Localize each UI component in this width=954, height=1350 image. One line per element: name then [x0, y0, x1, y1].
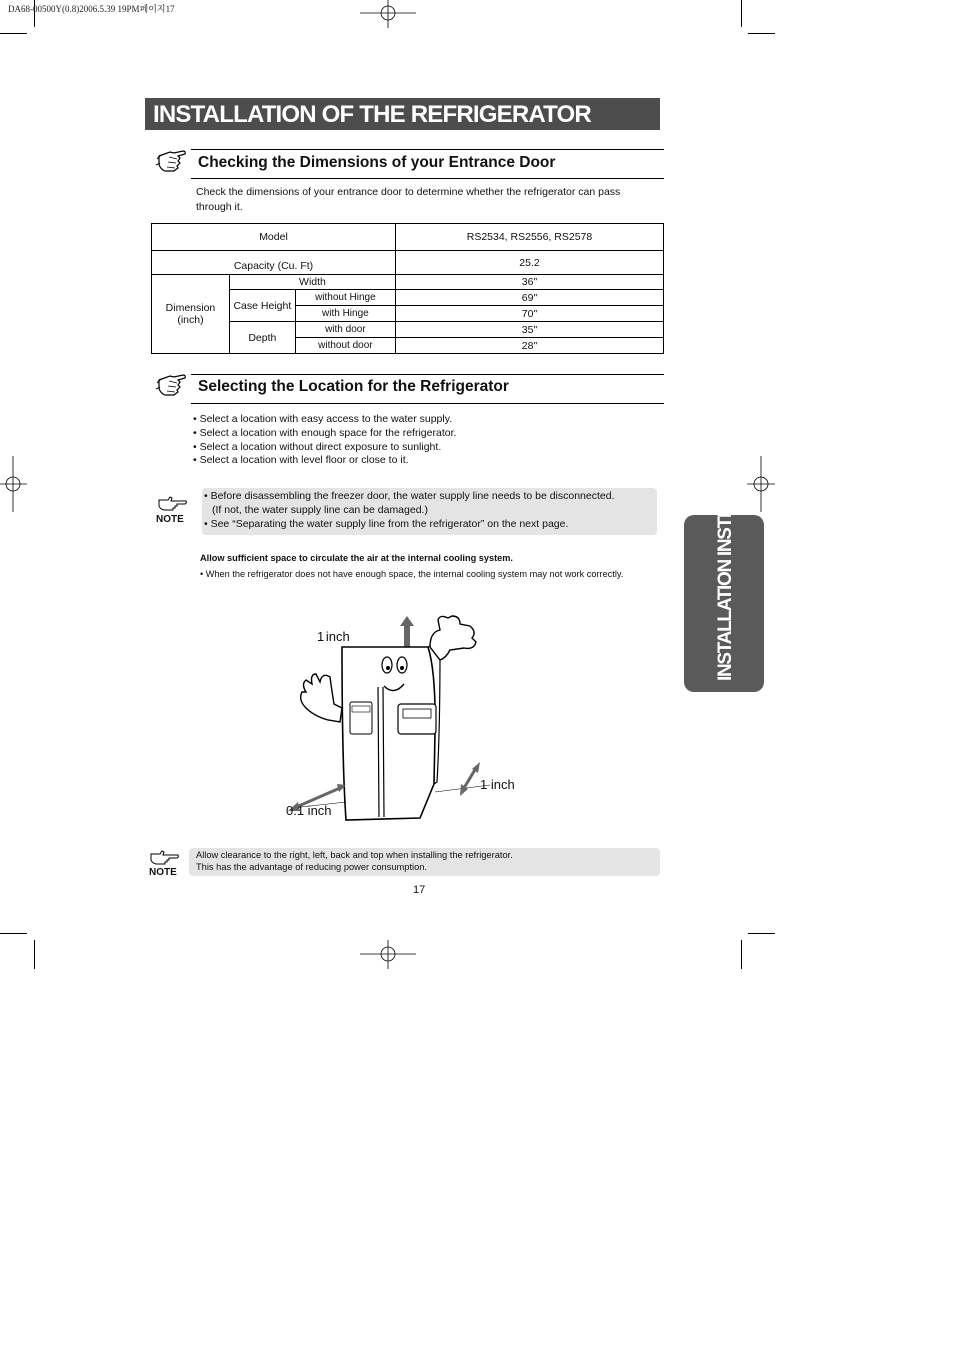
note-text [196, 850, 513, 873]
capacity-label: Capacity (Cu. Ft) [152, 251, 396, 275]
table-row [152, 275, 664, 290]
note-label: NOTE [156, 514, 184, 525]
table-row [152, 224, 664, 251]
crop-mark [741, 940, 742, 969]
section-title-location: Selecting the Location for the Refrigerator [198, 378, 509, 395]
print-header-code: DA68-00500Y(0.8)2006.5.39 19PM페이지17 [8, 4, 175, 14]
pointing-hand-icon [156, 147, 188, 177]
width-label: Width [229, 275, 395, 290]
model-value: RS2534, RS2556, RS2578 [396, 224, 664, 251]
with-door-label: with door [295, 322, 395, 338]
with-hinge-value: 70" [396, 306, 664, 322]
left-clearance-label: 0.1 inch [286, 803, 332, 818]
refrigerator-clearance-illustration [280, 612, 520, 827]
crop-mark [34, 940, 35, 969]
intro-paragraph [196, 185, 656, 215]
registration-mark-top [360, 0, 416, 30]
top-clearance-number: 1 [317, 629, 325, 644]
list-item: • Select a location with easy access to the water supply. [193, 413, 453, 425]
crop-mark [0, 33, 27, 34]
without-hinge-value: 69" [396, 290, 664, 306]
dimension-label-text: Dimension [165, 302, 216, 314]
case-height-label: Case Height [229, 290, 295, 322]
right-clearance-label: 1 inch [480, 777, 515, 792]
note-line: This has the advantage of reducing power consumption. [196, 861, 428, 872]
depth-label: Depth [229, 322, 295, 354]
list-item: • Select a location with level floor or close to it. [193, 454, 409, 467]
top-clearance-unit: inch [325, 629, 350, 644]
airflow-text: • When the refrigerator does not have enough space, the internal cooling system may not work correctly. [200, 569, 624, 579]
dimension-unit-text: (inch) [177, 314, 204, 326]
capacity-value: 25.2 [396, 251, 664, 275]
pointing-hand-icon [156, 371, 188, 401]
registration-mark-bottom [360, 940, 416, 970]
intro-line: through it. [196, 201, 243, 213]
with-hinge-label: with Hinge [295, 306, 395, 322]
note-line: • See “Separating the water supply line from the refrigerator” on the next page. [204, 518, 569, 530]
airflow-heading: Allow sufficient space to circulate the air at the internal cooling system. [200, 553, 513, 563]
without-door-label: without door [295, 338, 395, 354]
section-rule [191, 374, 664, 375]
dimension-label [152, 275, 230, 354]
note-label: NOTE [149, 867, 177, 878]
note-hand-icon [158, 496, 188, 512]
dimensions-table [151, 223, 664, 354]
registration-mark-left [0, 456, 28, 512]
section-title-dimensions: Checking the Dimensions of your Entrance Door [198, 154, 556, 171]
without-door-value: 28" [396, 338, 664, 354]
note-line: • Before disassembling the freezer door, the water supply line needs to be disconnected. [204, 490, 615, 502]
location-bullet-list [193, 413, 456, 468]
top-clearance-label [317, 629, 350, 644]
table-row [152, 251, 664, 275]
section-rule [191, 403, 664, 404]
side-tab-label: INSTALLATION INSTRUCTIONS [715, 429, 736, 681]
page-title-bar [145, 98, 660, 130]
note-hand-icon [150, 850, 180, 866]
width-value: 36" [396, 275, 664, 290]
note-line: (If not, the water supply line can be damaged.) [212, 504, 428, 516]
note-text [204, 489, 615, 531]
section-rule [191, 149, 664, 150]
without-hinge-label: without Hinge [295, 290, 395, 306]
note-line: Allow clearance to the right, left, back and top when installing the refrigerator. [196, 850, 513, 860]
page-number: 17 [413, 884, 426, 896]
page-title: INSTALLATION OF THE REFRIGERATOR [153, 101, 591, 128]
section-rule [191, 178, 664, 179]
with-door-value: 35" [396, 322, 664, 338]
crop-mark [0, 933, 27, 934]
crop-mark [748, 933, 775, 934]
model-label: Model [152, 224, 396, 251]
list-item: • Select a location without direct exposure to sunlight. [193, 440, 442, 453]
side-section-tab [684, 429, 764, 692]
list-item: • Select a location with enough space for the refrigerator. [193, 426, 457, 439]
crop-mark [741, 0, 742, 27]
registration-mark-right [747, 456, 775, 512]
crop-mark [748, 33, 775, 34]
intro-line: Check the dimensions of your entrance door to determine whether the refrigerator can pass [196, 186, 621, 198]
